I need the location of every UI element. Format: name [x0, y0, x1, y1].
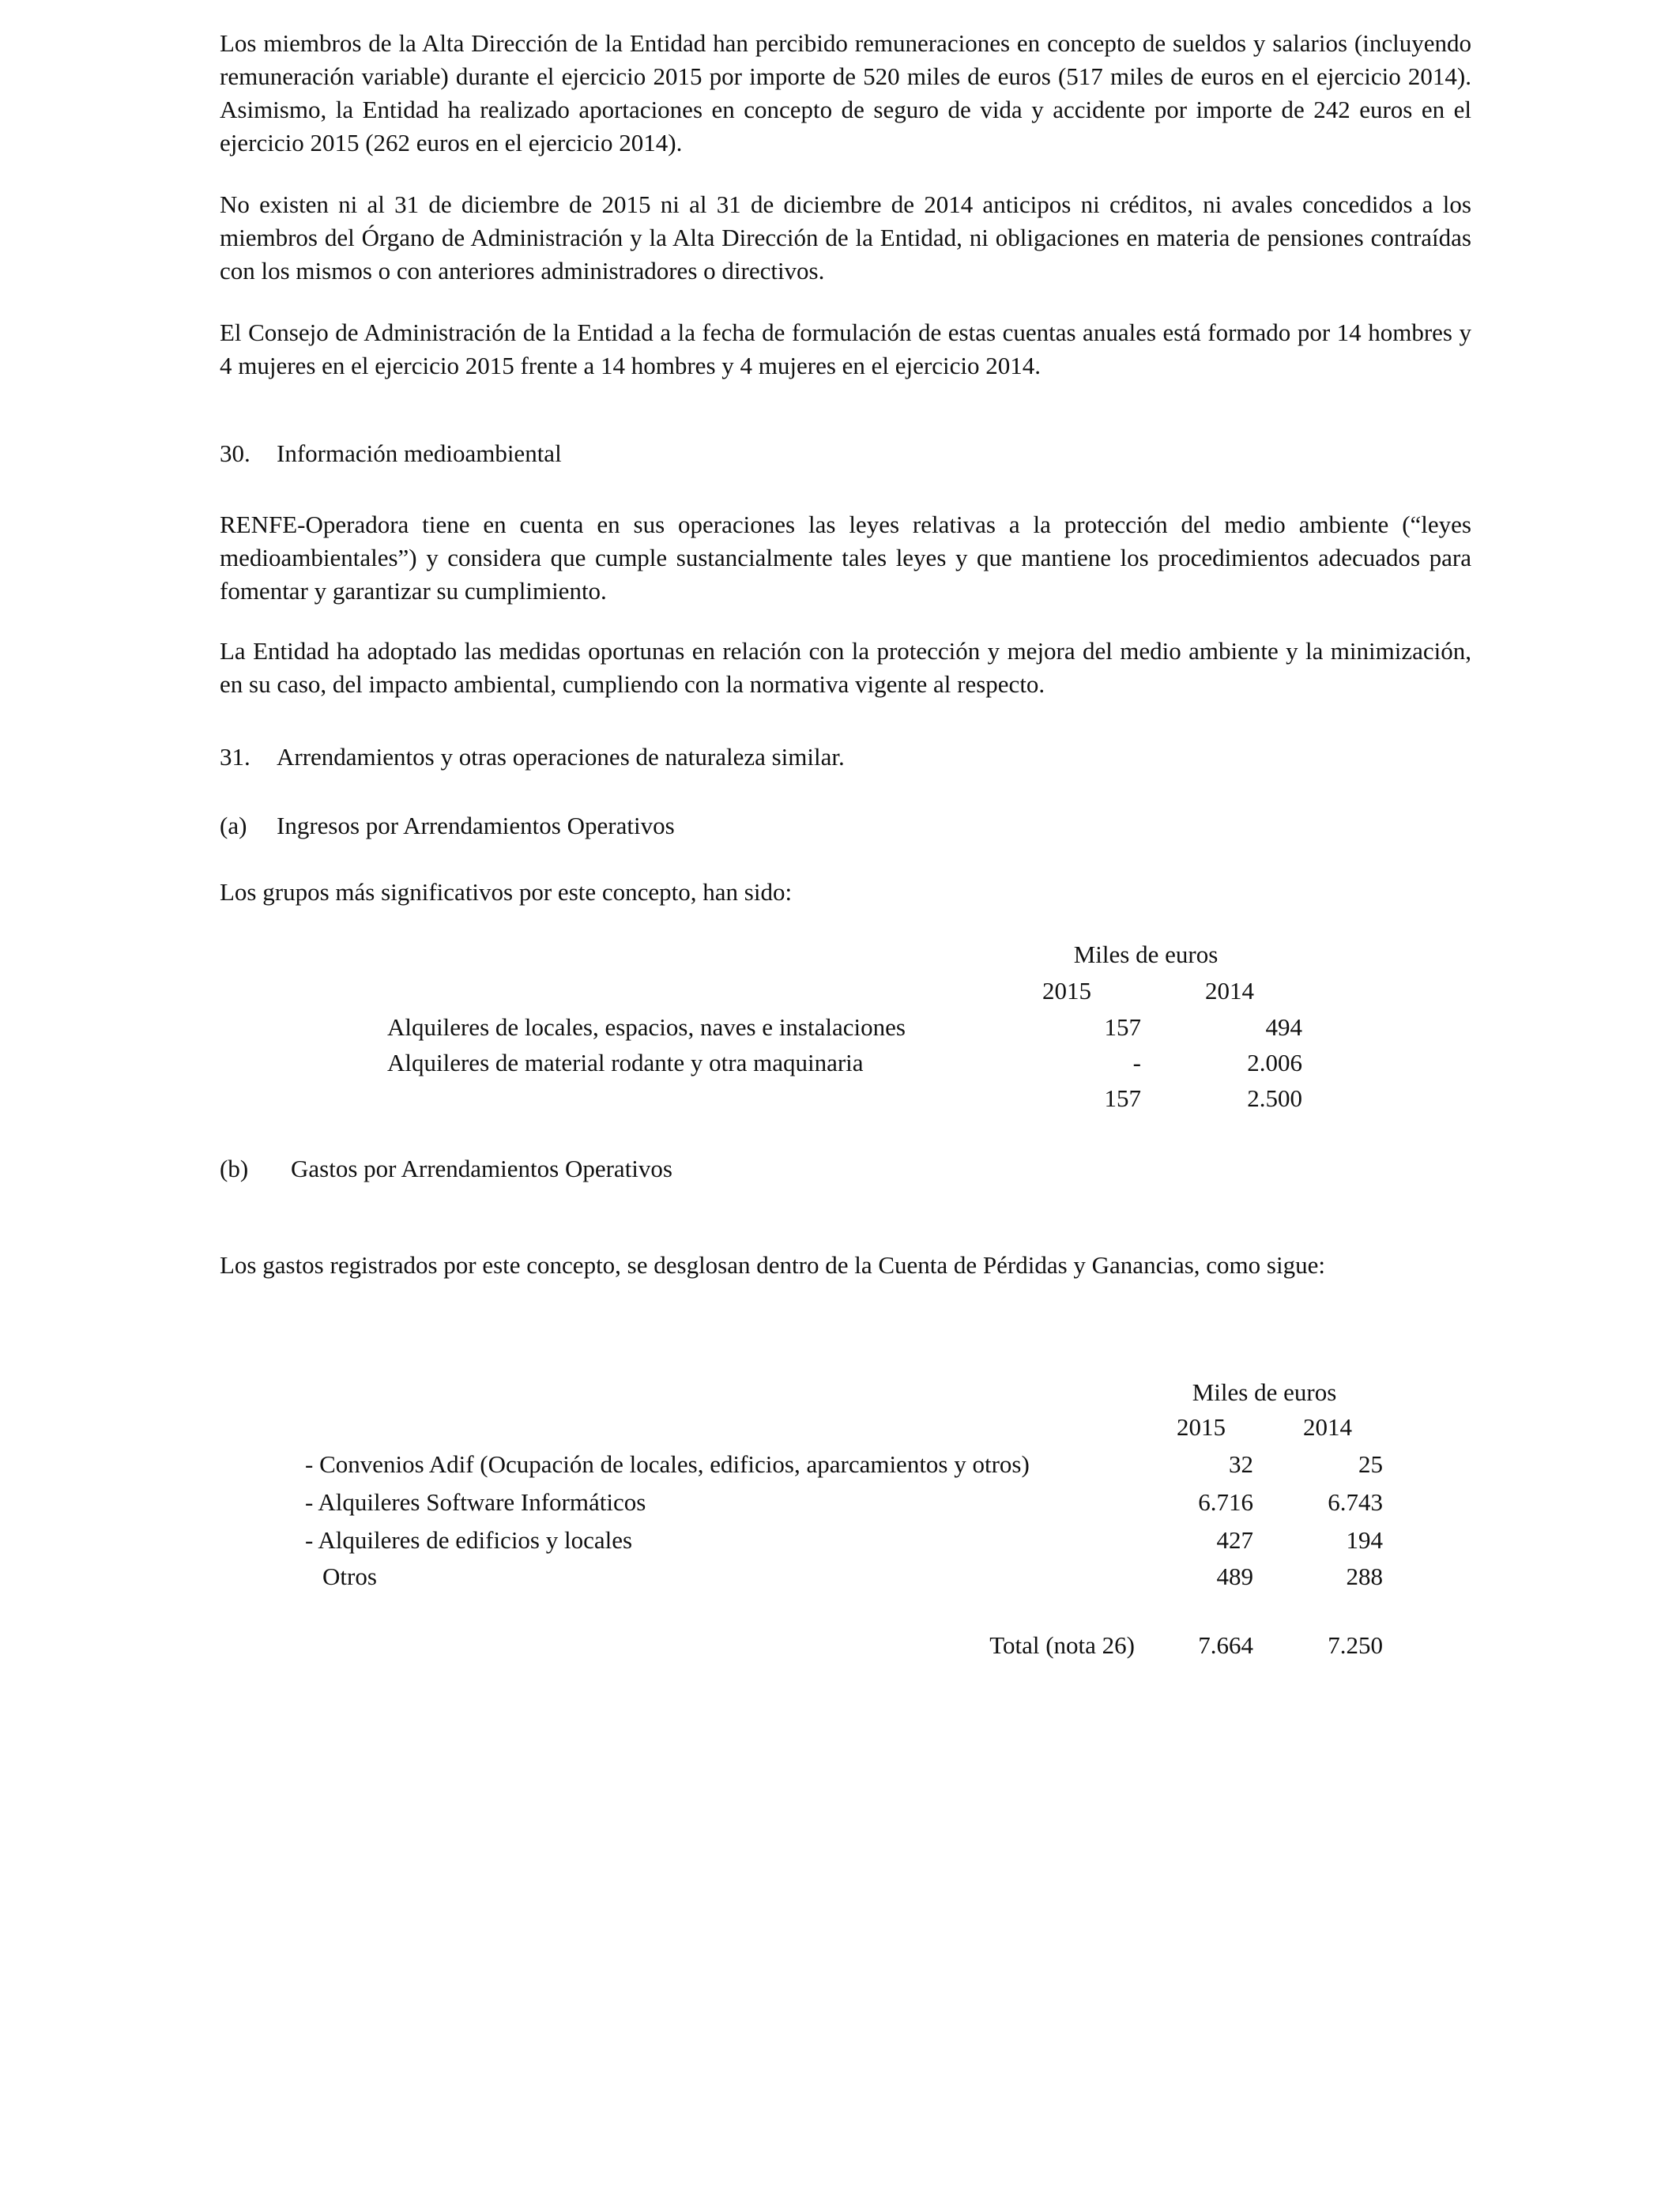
subsection-letter: (b): [220, 1155, 249, 1182]
section-number: 30.: [220, 439, 250, 467]
income-col-2014: 2014: [1205, 977, 1254, 1005]
total-value-2015: 7.664: [1198, 1631, 1253, 1659]
paragraph-income-intro: Los grupos más significativos por este concepto, han sido:: [220, 878, 793, 906]
total-value-2015: 157: [1104, 1084, 1141, 1112]
row-value-2014: 494: [1265, 1013, 1302, 1041]
income-col-2015: 2015: [1042, 977, 1091, 1005]
row-value-2014: 2.006: [1247, 1049, 1302, 1076]
expenses-col-2014: 2014: [1303, 1413, 1352, 1441]
paragraph-remuneration: Los miembros de la Alta Dirección de la Entidad han percibido remuneraciones en concepto de sueldos y salarios (incluyendo remuneración variable) durante el ejercicio 2015 por importe de 520 miles de euros (517 miles de euros en el ejercicio 2014). Asimismo, la Entidad ha realizado aportaciones en concepto de seguro de vida y accidente por importe de 242 euros en el ejercicio 2015 (262 euros en el ejercicio 2014).: [220, 29, 1471, 156]
row-value-2015: 157: [1104, 1013, 1141, 1041]
row-label: - Alquileres de edificios y locales: [305, 1526, 633, 1554]
total-value-2014: 2.500: [1247, 1084, 1302, 1112]
row-label: Alquileres de locales, espacios, naves e instalaciones: [387, 1013, 906, 1041]
expenses-unit-header: Miles de euros: [1192, 1378, 1337, 1406]
paragraph-expenses-intro: Los gastos registrados por este concepto, se desglosan dentro de la Cuenta de Pérdidas y Ganancias, como sigue:: [220, 1251, 1325, 1279]
paragraph-advances: No existen ni al 31 de diciembre de 2015 ni al 31 de diciembre de 2014 anticipos ni créditos, ni avales concedidos a los miembros del Órgano de Administración y la Alta Dirección de la Entidad, ni obligaciones en materia de pensiones contraídas con los mismos o con anteriores administradores o directivos.: [220, 190, 1471, 285]
subsection-title: Ingresos por Arrendamientos Operativos: [277, 812, 675, 839]
row-label: Alquileres de material rodante y otra maquinaria: [387, 1049, 864, 1076]
paragraph-environment-laws: RENFE-Operadora tiene en cuenta en sus operaciones las leyes relativas a la protección del medio ambiente (“leyes medioambientales”) y considera que cumple sustancialmente tales leyes y que mantiene los procedimientos adecuados para fomentar y garantizar su cumplimiento.: [220, 511, 1471, 605]
row-value-2015: 6.716: [1198, 1488, 1253, 1516]
row-label: - Alquileres Software Informáticos: [305, 1488, 646, 1516]
subsection-heading-b: [220, 1152, 672, 1186]
row-value-2014: 25: [1358, 1450, 1383, 1478]
row-value-2015: 427: [1216, 1526, 1253, 1554]
paragraph-board-composition: El Consejo de Administración de la Entidad a la fecha de formulación de estas cuentas anuales está formado por 14 hombres y 4 mujeres en el ejercicio 2015 frente a 14 hombres y 4 mujeres en el ejercicio 2014.: [220, 319, 1471, 379]
paragraph-environment-measures: La Entidad ha adoptado las medidas oportunas en relación con la protección y mejora del medio ambiente y la minimización, en su caso, del impacto ambiental, cumpliendo con la normativa vigente al respecto.: [220, 637, 1471, 698]
income-unit-header: Miles de euros: [1073, 941, 1219, 968]
row-value-2015: 32: [1229, 1450, 1253, 1478]
section-number: 31.: [220, 743, 250, 771]
subsection-title: Gastos por Arrendamientos Operativos: [291, 1155, 672, 1182]
subsection-heading-a: [220, 809, 675, 843]
section-title: Información medioambiental: [277, 439, 562, 467]
subsection-letter: (a): [220, 812, 247, 839]
row-value-2014: 288: [1346, 1563, 1383, 1590]
total-label: Total (nota 26): [989, 1631, 1135, 1659]
row-label: - Convenios Adif (Ocupación de locales, edificios, aparcamientos y otros): [305, 1450, 1030, 1478]
row-value-2015: -: [1132, 1049, 1141, 1076]
row-value-2014: 6.743: [1328, 1488, 1383, 1516]
row-value-2014: 194: [1346, 1526, 1383, 1554]
section-title: Arrendamientos y otras operaciones de naturaleza similar.: [277, 743, 845, 771]
row-label: Otros: [322, 1563, 377, 1590]
section-heading-30: [220, 437, 562, 470]
total-value-2014: 7.250: [1328, 1631, 1383, 1659]
section-heading-31: [220, 741, 845, 774]
row-value-2015: 489: [1216, 1563, 1253, 1590]
expenses-col-2015: 2015: [1177, 1413, 1226, 1441]
